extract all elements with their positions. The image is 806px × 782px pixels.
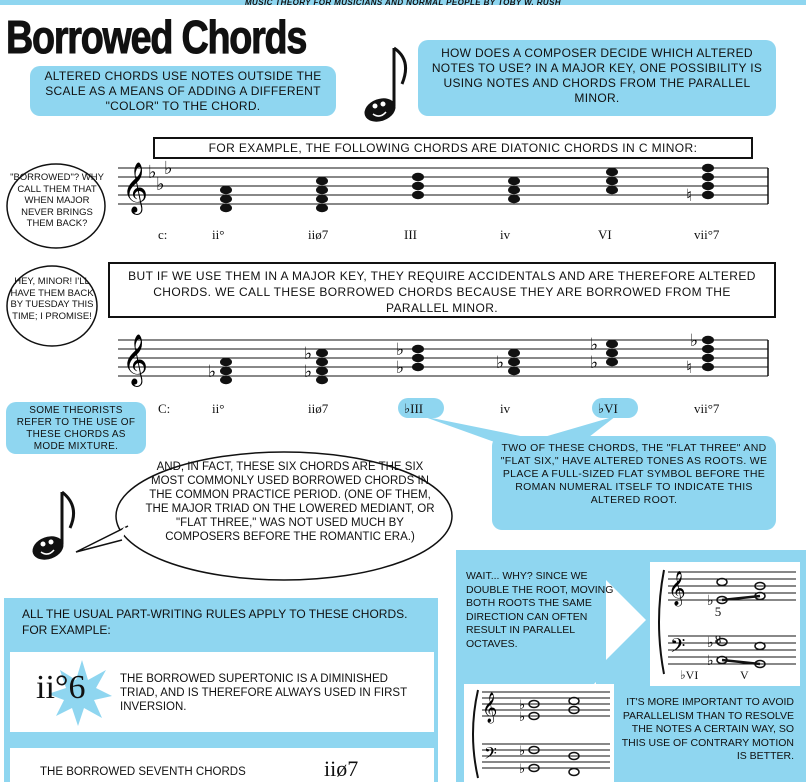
common-practice-text: AND, IN FACT, THESE SIX CHORDS ARE THE SIX MOST COMMONLY USED BORROWED CHORDS IN THE COMMON PRACTICE PERIOD. (ONE OF THEM, THE MAJOR TRIAD ON THE LOWERED MEDIANT, OR "FLAT THREE," WAS NOT USED MUCH BY COMPOSERS BEFORE THE ROMANTIC ERA.) (145, 461, 435, 543)
chord-note (220, 204, 232, 212)
chord-note (412, 345, 424, 353)
treble-clef-icon: 𝄞 (668, 572, 686, 605)
accidental-icon: ♭ (304, 362, 313, 381)
chord-note (316, 358, 328, 366)
chord-note (606, 340, 618, 348)
series-credit: MUSIC THEORY FOR MUSICIANS AND NORMAL PEOPLE BY TOBY W. RUSH (244, 0, 562, 7)
chord-note (606, 186, 618, 194)
chord-note (702, 173, 714, 181)
accidental-icon: ♭ (396, 358, 405, 377)
chord-note (412, 354, 424, 362)
roman-numeral: iv (500, 227, 511, 242)
chord-note (508, 195, 520, 203)
flat-roots-note: TWO OF THESE CHORDS, THE "FLAT THREE" AND "FLAT SIX," HAVE ALTERED TONES AS ROOTS. WE PLACE A FULL-SIZED FLAT SYMBOL BEFORE THE ROMAN NUMERAL ITSELF TO INDICATE THIS ALTERED ROOT. (492, 436, 776, 530)
minor-key-label: c: (158, 227, 168, 242)
chord-note (412, 191, 424, 199)
minor-aside: HEY, MINOR! I'LL HAVE THEM BACK BY TUESDAY THIS TIME; I PROMISE! (10, 276, 94, 322)
chord-note (702, 164, 714, 172)
roman-numeral: iv (500, 401, 511, 416)
roman-numeral: ♭VI (598, 401, 618, 416)
chord-note (220, 367, 232, 375)
accidental-icon: ♭ (707, 636, 714, 651)
major-key-label: C: (158, 401, 171, 416)
bass-clef-icon: 𝄢 (670, 636, 686, 662)
chord-note (220, 376, 232, 384)
accidental-icon: ♭ (690, 331, 699, 350)
chord-note (606, 349, 618, 357)
rules-intro: ALL THE USUAL PART-WRITING RULES APPLY TO THESE CHORDS. FOR EXAMPLE: (22, 607, 408, 637)
roman-numeral: iiø7 (308, 401, 329, 416)
diatonic-example-box: FOR EXAMPLE, THE FOLLOWING CHORDS ARE DIATONIC CHORDS IN C MINOR: (153, 137, 753, 159)
interval-octave: 8 (714, 632, 722, 647)
note-character-icon-2 (20, 490, 80, 570)
chord-note (220, 195, 232, 203)
chord-note (508, 186, 520, 194)
seventh-text: THE BORROWED SEVENTH CHORDS (40, 766, 246, 778)
chord-note (508, 349, 520, 357)
chord-note (316, 367, 328, 375)
chord-note (606, 358, 618, 366)
chord-note (316, 186, 328, 194)
bass-clef-icon: 𝄢 (484, 745, 497, 767)
supertonic-symbol: ii°6 (36, 669, 86, 706)
accidental-icon: ♭ (496, 353, 505, 372)
chord-note (508, 367, 520, 375)
accidental-icon: ♭ (707, 654, 714, 669)
chord-note (508, 177, 520, 185)
treble-clef-icon: 𝄞 (122, 335, 149, 384)
chord-note (412, 182, 424, 190)
contrary-motion-staff (464, 684, 614, 782)
chord-note (316, 177, 328, 185)
key-flat-icon: ♭ (148, 162, 157, 182)
interval-fifth: 5 (714, 604, 722, 619)
seventh-symbol: iiø7 (324, 756, 359, 781)
chord-note (702, 354, 714, 362)
chord-note (508, 358, 520, 366)
supertonic-text: THE BORROWED SUPERTONIC IS A DIMINISHED TRIAD, AND IS THEREFORE ALWAYS USED IN FIRST INVERSION. (120, 673, 407, 713)
chord-note (316, 349, 328, 357)
roman-numeral: vii°7 (694, 227, 720, 242)
contrary-motion-text: IT'S MORE IMPORTANT TO AVOID PARALLELISM THAN TO RESOLVE THE NOTES A CERTAIN WAY, SO THIS USE OF CONTRARY MOTION IS BETTER. (621, 696, 794, 762)
borrowed-aside: "BORROWED"? WHY CALL THEM THAT WHEN MAJOR NEVER BRINGS THEM BACK? (10, 172, 104, 229)
chord-note (702, 345, 714, 353)
wait-text: WAIT... WHY? SINCE WE DOUBLE THE ROOT, MOVING BOTH ROOTS THE SAME DIRECTION CAN OFTEN RESULT IN PARALLEL OCTAVES. (466, 570, 614, 650)
chord-note (606, 168, 618, 176)
accidental-icon: ♮ (686, 358, 693, 377)
wait-numeral-left: ♭VI (680, 668, 699, 682)
chord-note (702, 363, 714, 371)
accidental-icon: ♭ (396, 340, 405, 359)
accidental-icon: ♭ (519, 709, 526, 724)
composer-question-note: HOW DOES A COMPOSER DECIDE WHICH ALTERED NOTES TO USE? IN A MAJOR KEY, ONE POSSIBILITY IS USING NOTES AND CHORDS FROM THE PARALLEL MINOR. (418, 40, 776, 116)
accidental-icon: ♮ (686, 186, 693, 205)
chord-note (702, 191, 714, 199)
accidental-icon: ♭ (519, 761, 526, 776)
accidental-icon: ♭ (590, 335, 599, 354)
roman-numeral: VI (598, 227, 612, 242)
chord-note (316, 376, 328, 384)
chord-note (316, 195, 328, 203)
borrowed-definition-box: BUT IF WE USE THEM IN A MAJOR KEY, THEY REQUIRE ACCIDENTALS AND ARE THEREFORE ALTERED CHORDS. WE CALL THESE BORROWED CHORDS BECAUSE THEY ARE BORROWED FROM THE PARALLEL MINOR. (108, 262, 776, 318)
accidental-icon: ♭ (519, 743, 526, 758)
roman-numeral: ii° (212, 401, 225, 416)
chord-note (316, 204, 328, 212)
accidental-icon: ♭ (590, 353, 599, 372)
roman-numeral: vii°7 (694, 401, 720, 416)
key-flat-icon: ♭ (164, 160, 173, 178)
treble-clef-icon: 𝄞 (482, 693, 498, 722)
chord-note (220, 358, 232, 366)
c-major-staff (118, 330, 778, 410)
chord-note (220, 186, 232, 194)
chord-note (702, 182, 714, 190)
altered-chords-note: ALTERED CHORDS USE NOTES OUTSIDE THE SCALE AS A MEANS OF ADDING A DIFFERENT "COLOR" TO THE CHORD. (30, 66, 336, 116)
roman-numeral: iiø7 (308, 227, 329, 242)
chord-note (412, 173, 424, 181)
parallel-octaves-staff (650, 562, 800, 686)
roman-numeral: III (404, 227, 417, 242)
treble-clef-icon: 𝄞 (122, 163, 149, 212)
chord-note (606, 177, 618, 185)
wait-numeral-right: V (740, 668, 749, 682)
accidental-icon: ♭ (707, 594, 714, 609)
note-character-icon (350, 44, 410, 124)
accidental-icon: ♭ (519, 697, 526, 712)
chord-note (702, 336, 714, 344)
accidental-icon: ♭ (304, 344, 313, 363)
key-flat-icon: ♭ (156, 174, 165, 194)
roman-numeral: ♭III (404, 401, 424, 416)
mode-mixture-note: SOME THEORISTS REFER TO THE USE OF THESE CHORDS AS MODE MIXTURE. (6, 402, 146, 454)
accidental-icon: ♭ (208, 362, 217, 381)
chord-note (412, 363, 424, 371)
roman-numeral: ii° (212, 227, 225, 242)
page-title: Borrowed Chords (6, 11, 307, 63)
